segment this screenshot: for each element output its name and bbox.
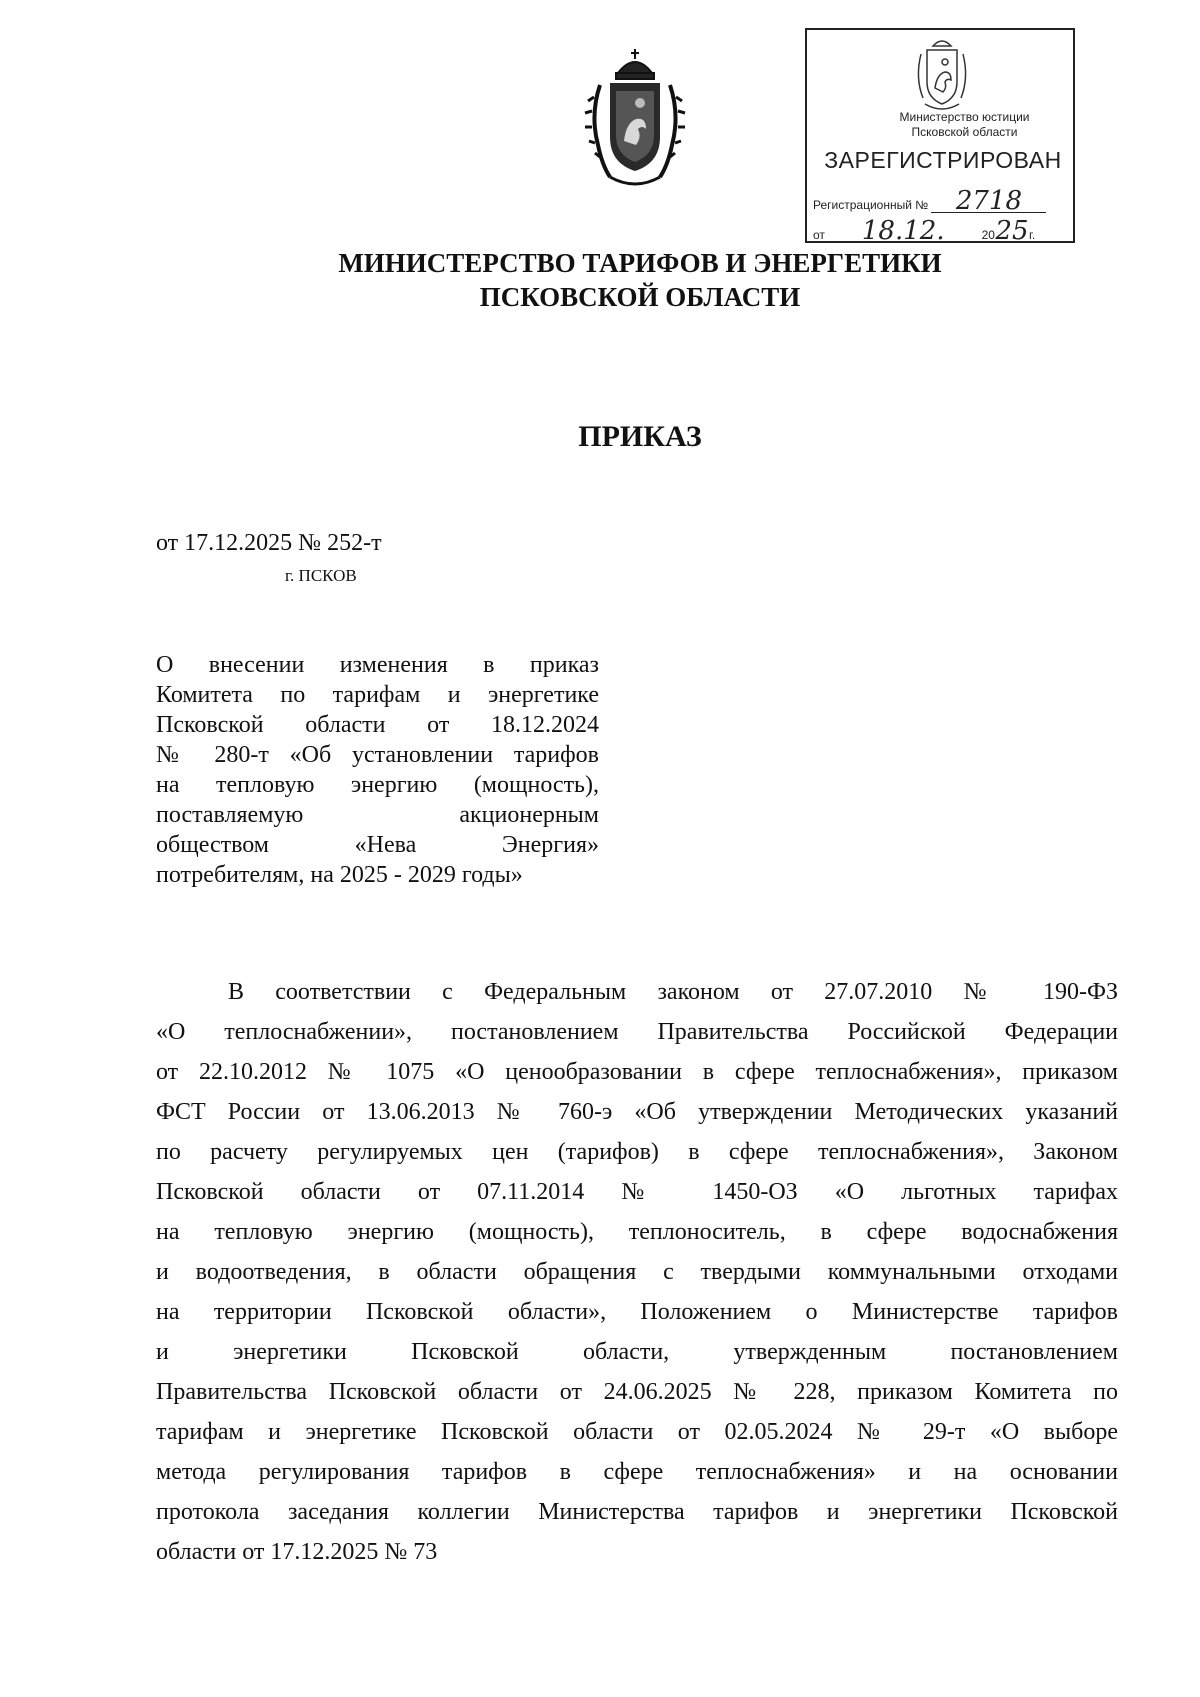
body-line: и энергетики Псковской области, утвержденным постановлением bbox=[156, 1339, 1118, 1365]
stamp-emblem-icon bbox=[907, 34, 977, 114]
stamp-date-prefix: от bbox=[813, 228, 825, 242]
body-line: от 22.10.2012 № 1075 «О ценообразовании в сфере теплоснабжения», приказом bbox=[156, 1059, 1118, 1085]
body-line: ФСТ России от 13.06.2013 № 760-э «Об утверждении Методических указаний bbox=[156, 1099, 1118, 1125]
subject-line: поставляемую акционерным bbox=[156, 802, 599, 828]
stamp-year-suffix: г. bbox=[1028, 228, 1036, 242]
body-line: метода регулирования тарифов в сфере теплоснабжения» и на основании bbox=[156, 1459, 1118, 1485]
stamp-date-row bbox=[813, 216, 1067, 246]
body-line: протокола заседания коллегии Министерства тарифов и энергетики Псковской bbox=[156, 1499, 1118, 1525]
stamp-ministry-line: Министерство юстиции bbox=[899, 110, 1030, 124]
stamp-reg-number-label: Регистрационный № bbox=[813, 198, 929, 212]
subject-line: № 280-т «Об установлении тарифов bbox=[156, 742, 599, 768]
body-line: Правительства Псковской области от 24.06.2025 № 228, приказом Комитета по bbox=[156, 1379, 1118, 1405]
stamp-year-prefix: 20 bbox=[981, 228, 995, 242]
stamp-reg-number-value: 2718 bbox=[931, 190, 1046, 213]
body-line: Псковской области от 07.11.2014 № 1450-ОЗ «О льготных тарифах bbox=[156, 1179, 1118, 1205]
body-line: В соответствии с Федеральным законом от 27.07.2010 № 190-ФЗ bbox=[228, 979, 1118, 1005]
ministry-name-line1: МИНИСТЕРСТВО ТАРИФОВ И ЭНЕРГЕТИКИ bbox=[338, 248, 942, 278]
subject-line: обществом «Нева Энергия» bbox=[156, 832, 599, 858]
stamp-ministry-region: Псковской области bbox=[911, 125, 1018, 139]
ministry-name-line2: ПСКОВСКОЙ ОБЛАСТИ bbox=[479, 282, 801, 312]
document-body bbox=[156, 972, 1118, 1572]
body-line: и водоотведения, в области обращения с твердыми коммунальными отходами bbox=[156, 1259, 1118, 1285]
body-line: «О теплоснабжении», постановлением Правительства Российской Федерации bbox=[156, 1019, 1118, 1045]
stamp-year-value: 25 bbox=[995, 216, 1029, 246]
stamp-ministry-name bbox=[862, 110, 1067, 140]
body-line: на тепловую энергию (мощность), теплоноситель, в сфере водоснабжения bbox=[156, 1219, 1118, 1245]
body-line: тарифам и энергетике Псковской области от 02.05.2024 № 29-т «О выборе bbox=[156, 1419, 1118, 1445]
document-city: г. ПСКОВ bbox=[285, 566, 357, 585]
body-line: на территории Псковской области», Положением о Министерстве тарифов bbox=[156, 1299, 1118, 1325]
document-date-number: от 17.12.2025 № 252-т bbox=[156, 530, 382, 556]
registration-stamp bbox=[805, 28, 1075, 246]
body-line: по расчету регулируемых цен (тарифов) в сфере теплоснабжения», Законом bbox=[156, 1139, 1118, 1165]
document-title: ПРИКАЗ bbox=[578, 420, 702, 453]
subject-line: О внесении изменения в приказ bbox=[156, 652, 599, 678]
subject-line: Псковской области от 18.12.2024 bbox=[156, 712, 599, 738]
subject-line: потребителям, на 2025 - 2029 годы» bbox=[156, 862, 523, 888]
coat-of-arms-emblem bbox=[580, 45, 690, 195]
stamp-date-value: 18.12. bbox=[828, 220, 978, 243]
subject-line: на тепловую энергию (мощность), bbox=[156, 772, 599, 798]
body-line: области от 17.12.2025 № 73 bbox=[156, 1539, 438, 1565]
stamp-reg-number-row bbox=[813, 186, 1067, 216]
subject-line: Комитета по тарифам и энергетике bbox=[156, 682, 599, 708]
stamp-status: ЗАРЕГИСТРИРОВАН bbox=[824, 147, 1062, 173]
document-subject bbox=[156, 650, 599, 890]
